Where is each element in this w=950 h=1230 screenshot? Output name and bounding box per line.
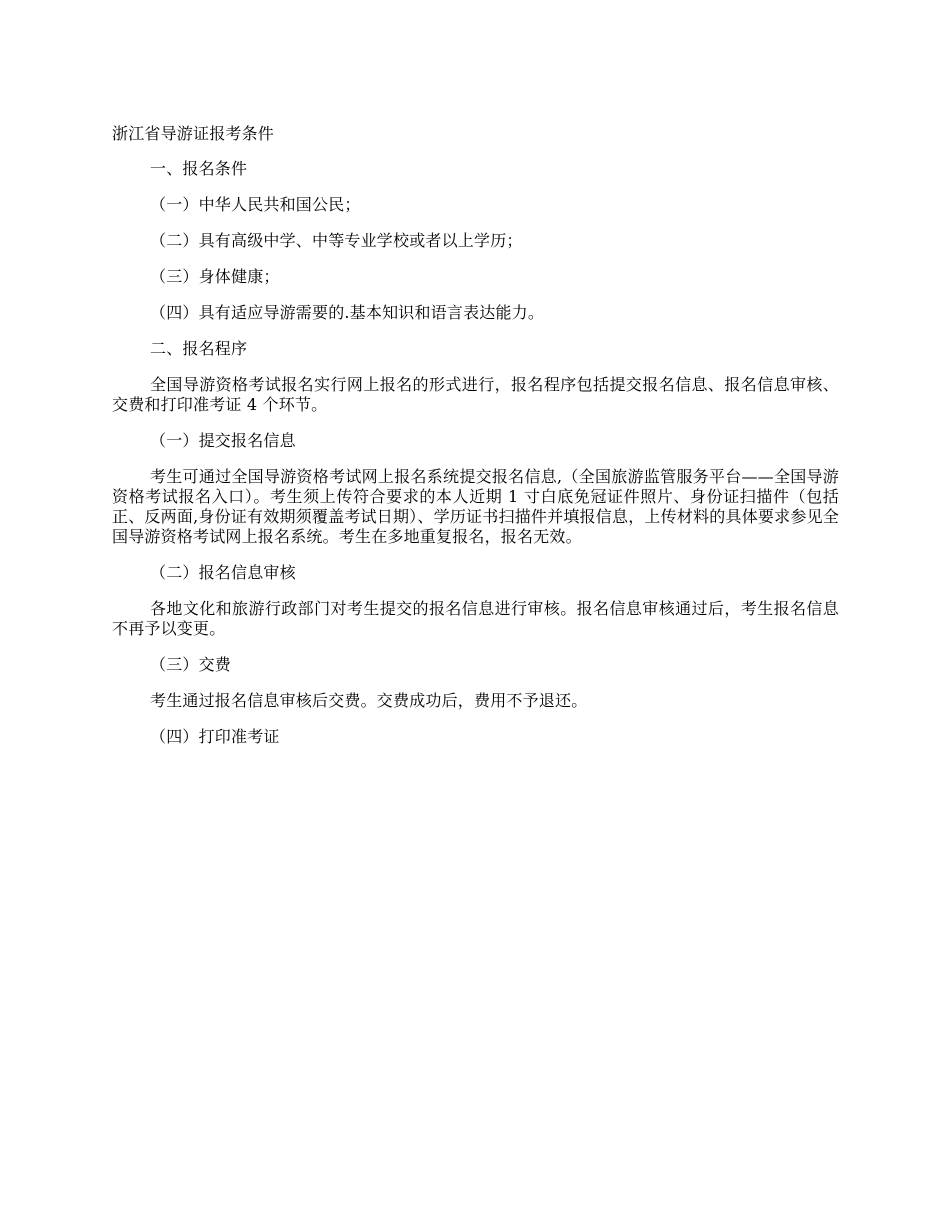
paragraph: （三）身体健康；: [150, 267, 280, 286]
section-heading: 一、报名条件: [150, 159, 248, 178]
subsection-heading: （二）报名信息审核: [150, 563, 296, 582]
paragraph: （一）中华人民共和国公民；: [150, 195, 361, 214]
paragraph: （二）具有高级中学、中等专业学校或者以上学历；: [150, 231, 523, 250]
paragraph: （四）具有适应导游需要的.基本知识和语言表达能力。: [150, 303, 545, 322]
section-heading: 二、报名程序: [150, 339, 248, 358]
subsection-heading: （三）交费: [150, 655, 232, 674]
paragraph: 各地文化和旅游行政部门对考生提交的报名信息进行审核。报名信息审核通过后，考生报名信息不再予以变更。: [112, 599, 839, 638]
paragraph: 考生通过报名信息审核后交费。交费成功后，费用不予退还。: [150, 691, 588, 710]
paragraph: 全国导游资格考试报名实行网上报名的形式进行，报名程序包括提交报名信息、报名信息审核、交费和打印准考证 4 个环节。: [112, 375, 839, 414]
subsection-heading: （四）打印准考证: [150, 727, 280, 746]
subsection-heading: （一）提交报名信息: [150, 431, 296, 450]
document-page: [112, 124, 839, 763]
document-title: 浙江省导游证报考条件: [112, 124, 275, 143]
paragraph: 考生可通过全国导游资格考试网上报名系统提交报名信息,（全国旅游监管服务平台——全国导游资格考试报名入口）。考生须上传符合要求的本人近期 1 寸白底免冠证件照片、身份证扫描件（包括正、反两面,身份证有效期须覆盖考试日期）、学历证书扫描件并填报信息，上传材料的具体要求参见全国导游资格考试网上报名系统。考生在多地重复报名，报名无效。: [112, 467, 839, 546]
